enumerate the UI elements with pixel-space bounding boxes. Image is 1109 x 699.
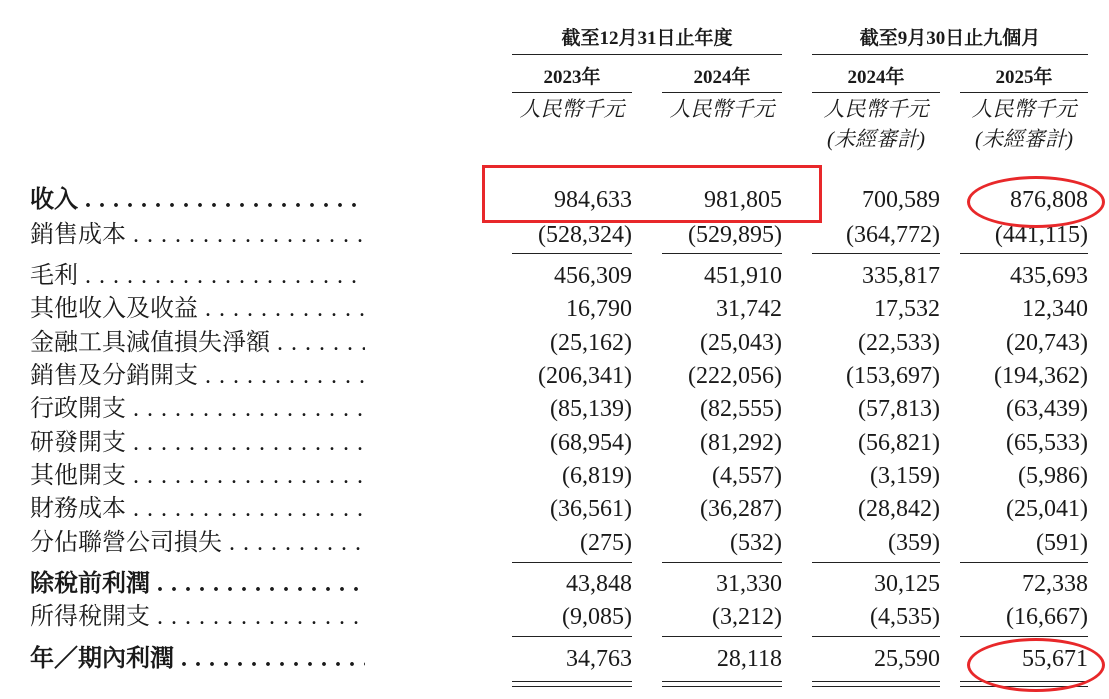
subtotal-rule bbox=[662, 636, 782, 637]
value-2024-interim: (364,772) bbox=[846, 222, 940, 248]
table-row bbox=[0, 360, 1109, 392]
subtotal-rule bbox=[662, 562, 782, 563]
value-2025: (591) bbox=[1036, 530, 1088, 556]
value-2024: 28,118 bbox=[716, 646, 782, 672]
value-2024-interim: (56,821) bbox=[858, 430, 940, 456]
row-label: 所得稅開支 . . . bbox=[30, 601, 365, 633]
value-2025: (5,986) bbox=[1018, 463, 1088, 489]
value-2024: 31,742 bbox=[716, 296, 782, 322]
year-header-2024: 2024年 bbox=[693, 67, 751, 88]
value-2024-interim: 30,125 bbox=[874, 571, 940, 597]
year-rule-2024-interim bbox=[812, 92, 940, 93]
table-row bbox=[0, 219, 1109, 251]
total-double-rule bbox=[512, 686, 632, 687]
total-double-rule bbox=[662, 681, 782, 682]
row-label: 研發開支 . . . bbox=[30, 427, 365, 459]
value-2023: (206,341) bbox=[538, 363, 632, 389]
value-2024: (36,287) bbox=[700, 496, 782, 522]
row-label: 其他開支 . . . bbox=[30, 460, 365, 492]
table-row bbox=[0, 427, 1109, 459]
subtotal-rule bbox=[512, 636, 632, 637]
table-row bbox=[0, 493, 1109, 525]
value-2024: 31,330 bbox=[716, 571, 782, 597]
table-row bbox=[0, 643, 1109, 675]
row-label: 分佔聯營公司損失 . . . bbox=[30, 527, 365, 559]
value-2025: 12,340 bbox=[1022, 296, 1088, 322]
value-2024-interim: 700,589 bbox=[862, 187, 940, 213]
value-2024: (222,056) bbox=[688, 363, 782, 389]
value-2024: (81,292) bbox=[700, 430, 782, 456]
value-2025: (63,439) bbox=[1006, 396, 1088, 422]
value-2023: 34,763 bbox=[566, 646, 632, 672]
header-rule-nine-months bbox=[812, 54, 1088, 55]
value-2024: (25,043) bbox=[700, 330, 782, 356]
year-header-2023: 2023年 bbox=[543, 67, 601, 88]
value-2025: (65,533) bbox=[1006, 430, 1088, 456]
revenue-2025-highlight-circle bbox=[967, 176, 1105, 228]
value-2025: (16,667) bbox=[1006, 604, 1088, 630]
subtotal-rule bbox=[812, 253, 940, 254]
subtotal-rule bbox=[960, 562, 1088, 563]
value-2025: (194,362) bbox=[994, 363, 1088, 389]
row-label: 銷售及分銷開支 . . . bbox=[30, 360, 365, 392]
value-2024-interim: 25,590 bbox=[874, 646, 940, 672]
row-label: 金融工具減值損失淨額 . . . bbox=[30, 327, 365, 359]
unaudited-label-2024: (未經審計) bbox=[827, 127, 925, 151]
value-2025: 435,693 bbox=[1010, 263, 1088, 289]
value-2024: 451,910 bbox=[704, 263, 782, 289]
value-2024: (529,895) bbox=[688, 222, 782, 248]
row-label: 銷售成本 . . . bbox=[30, 219, 365, 251]
row-label: 毛利 . . . bbox=[30, 260, 365, 292]
value-2024-interim: (3,159) bbox=[870, 463, 940, 489]
subtotal-rule bbox=[512, 562, 632, 563]
value-2024-interim: 17,532 bbox=[874, 296, 940, 322]
year-header-2025: 2025年 bbox=[995, 67, 1053, 88]
value-2025: (441,115) bbox=[994, 222, 1088, 248]
subtotal-rule bbox=[960, 636, 1088, 637]
year-header-2024-interim: 2024年 bbox=[847, 67, 905, 88]
value-2023: (85,139) bbox=[550, 396, 632, 422]
subtotal-rule bbox=[812, 636, 940, 637]
value-2023: 984,633 bbox=[554, 187, 632, 213]
row-label: 除稅前利潤 . . . bbox=[30, 568, 365, 600]
year-rule-2024 bbox=[662, 92, 782, 93]
value-2024-interim: 335,817 bbox=[862, 263, 940, 289]
total-double-rule bbox=[812, 681, 940, 682]
subtotal-rule bbox=[512, 253, 632, 254]
unaudited-label-2025: (未經審計) bbox=[975, 127, 1073, 151]
subtotal-rule bbox=[812, 562, 940, 563]
value-2024-interim: (4,535) bbox=[870, 604, 940, 630]
currency-label-2023: 人民幣千元 bbox=[519, 97, 625, 121]
period-header-annual: 截至12月31日止年度 bbox=[561, 28, 733, 49]
currency-label-2025: 人民幣千元 bbox=[971, 97, 1077, 121]
value-2023: (6,819) bbox=[562, 463, 632, 489]
currency-label-2024-interim: 人民幣千元 bbox=[823, 97, 929, 121]
revenue-highlight-box bbox=[482, 165, 822, 223]
table-row bbox=[0, 601, 1109, 633]
total-double-rule bbox=[662, 686, 782, 687]
table-row bbox=[0, 393, 1109, 425]
value-2024: (82,555) bbox=[700, 396, 782, 422]
total-double-rule bbox=[512, 681, 632, 682]
subtotal-rule bbox=[960, 253, 1088, 254]
row-label: 收入 . . . bbox=[30, 184, 365, 216]
value-2024: 981,805 bbox=[704, 187, 782, 213]
value-2024: (532) bbox=[730, 530, 782, 556]
value-2023: (68,954) bbox=[550, 430, 632, 456]
table-row bbox=[0, 293, 1109, 325]
subtotal-rule bbox=[662, 253, 782, 254]
value-2025: (20,743) bbox=[1006, 330, 1088, 356]
row-label: 年／期內利潤 . . . bbox=[30, 643, 365, 675]
value-2023: (528,324) bbox=[538, 222, 632, 248]
year-rule-2025 bbox=[960, 92, 1088, 93]
header-rule-annual bbox=[512, 54, 782, 55]
row-label: 其他收入及收益 . . . bbox=[30, 293, 365, 325]
row-label: 財務成本 . . . bbox=[30, 493, 365, 525]
table-row bbox=[0, 327, 1109, 359]
table-row bbox=[0, 460, 1109, 492]
value-2024-interim: (153,697) bbox=[846, 363, 940, 389]
period-header-nine-months: 截至9月30日止九個月 bbox=[859, 28, 1041, 49]
value-2024-interim: (57,813) bbox=[858, 396, 940, 422]
total-double-rule bbox=[812, 686, 940, 687]
value-2023: 16,790 bbox=[566, 296, 632, 322]
row-label: 行政開支 . . . bbox=[30, 393, 365, 425]
value-2024: (3,212) bbox=[712, 604, 782, 630]
value-2023: (36,561) bbox=[550, 496, 632, 522]
value-2024: (4,557) bbox=[712, 463, 782, 489]
table-row bbox=[0, 527, 1109, 559]
value-2023: 456,309 bbox=[554, 263, 632, 289]
value-2023: (25,162) bbox=[550, 330, 632, 356]
table-row bbox=[0, 260, 1109, 292]
value-2024-interim: (28,842) bbox=[858, 496, 940, 522]
value-2024-interim: (359) bbox=[888, 530, 940, 556]
value-2025: 72,338 bbox=[1022, 571, 1088, 597]
currency-label-2024: 人民幣千元 bbox=[669, 97, 775, 121]
value-2023: (9,085) bbox=[562, 604, 632, 630]
value-2025: (25,041) bbox=[1006, 496, 1088, 522]
value-2025: 876,808 bbox=[1010, 187, 1088, 213]
year-rule-2023 bbox=[512, 92, 632, 93]
value-2023: (275) bbox=[580, 530, 632, 556]
value-2023: 43,848 bbox=[566, 571, 632, 597]
value-2024-interim: (22,533) bbox=[858, 330, 940, 356]
table-row bbox=[0, 568, 1109, 600]
profit-2025-highlight-circle bbox=[967, 638, 1105, 692]
value-2025: 55,671 bbox=[1022, 646, 1088, 672]
